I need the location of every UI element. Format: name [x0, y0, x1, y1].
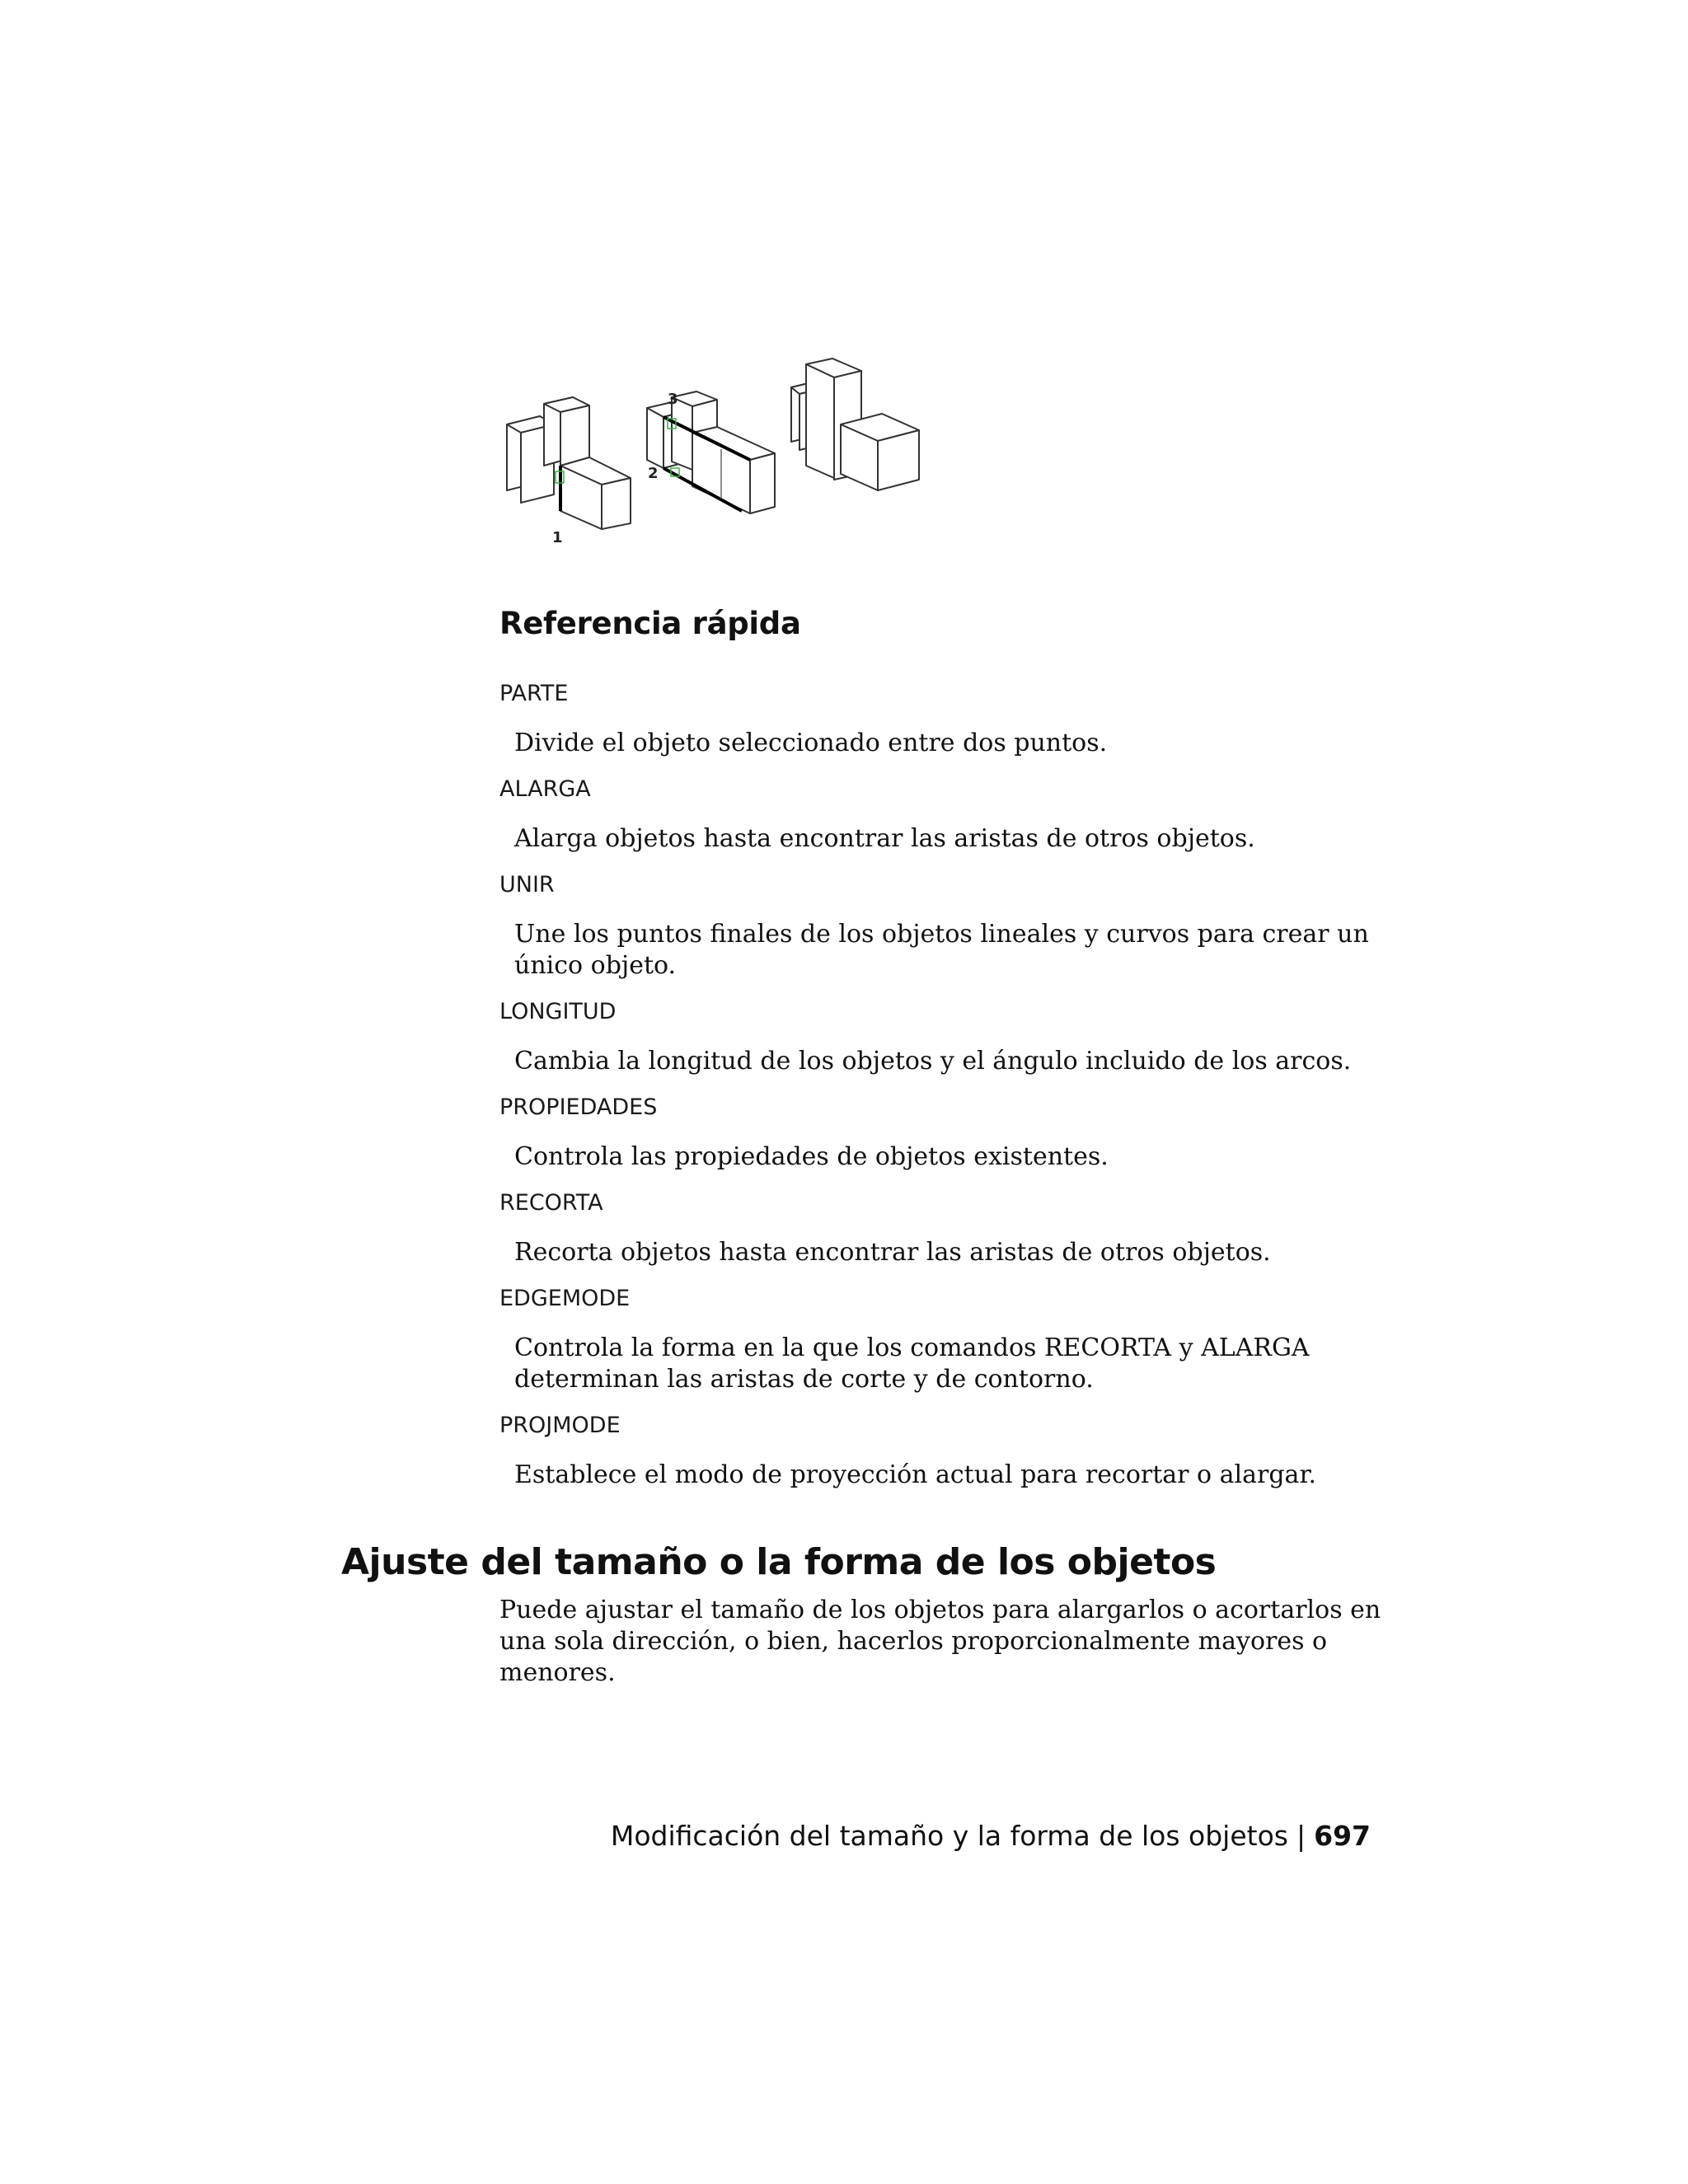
command-name: UNIR — [499, 872, 555, 898]
command-name: PARTE — [499, 681, 569, 706]
reference-entry — [499, 1092, 1390, 1173]
quick-reference-title: Referencia rápida — [499, 606, 801, 641]
command-description: Une los puntos finales de los objetos lineales y curvos para crear un único objeto. — [514, 920, 1369, 980]
command-description: Recorta objetos hasta encontrar las aristas de otros objetos. — [514, 1238, 1271, 1267]
reference-entry — [499, 996, 1390, 1077]
section-intro: Puede ajustar el tamaño de los objetos para alargarlos o acortarlos en una sola dirección, o bien, hacerlos proporcionalmente mayores o menores. — [499, 1596, 1381, 1687]
quick-reference-list — [499, 678, 1390, 1491]
command-description: Cambia la longitud de los objetos y el ángulo incluido de los arcos. — [514, 1047, 1352, 1076]
command-name: RECORTA — [499, 1190, 603, 1216]
command-name: ALARGA — [499, 776, 591, 802]
quick-reference-section — [499, 606, 1390, 1506]
isometric-blocks-illustration — [495, 346, 940, 552]
command-name: PROPIEDADES — [499, 1094, 658, 1120]
footer-chapter-title: Modificación del tamaño y la forma de los objetos — [610, 1820, 1288, 1852]
reference-entry — [499, 869, 1390, 982]
block-group-2 — [647, 391, 775, 513]
callout-1: 1 — [552, 529, 563, 546]
command-description: Establece el modo de proyección actual para recortar o alargar. — [514, 1460, 1317, 1489]
page-number: 697 — [1314, 1820, 1371, 1852]
trim-extend-figure — [495, 346, 940, 552]
reference-entry — [499, 774, 1390, 855]
block-group-1 — [507, 397, 631, 546]
command-name: PROJMODE — [499, 1413, 621, 1438]
callout-3: 3 — [668, 391, 678, 408]
command-name: LONGITUD — [499, 999, 617, 1024]
reference-entry — [499, 1410, 1390, 1491]
reference-entry — [499, 678, 1390, 759]
section-heading: Ajuste del tamaño o la forma de los objetos — [341, 1541, 1217, 1583]
command-description: Controla la forma en la que los comandos RECORTA y ALARGA determinan las aristas de corte y de contorno. — [514, 1333, 1310, 1394]
block-group-3 — [791, 359, 919, 490]
reference-entry — [499, 1283, 1390, 1395]
command-name: EDGEMODE — [499, 1286, 631, 1311]
reference-entry — [499, 1188, 1390, 1268]
command-description: Divide el objeto seleccionado entre dos puntos. — [514, 729, 1108, 757]
footer-separator: | — [1296, 1820, 1306, 1852]
page-footer — [611, 1820, 1371, 1852]
callout-2: 2 — [648, 465, 659, 482]
command-description: Controla las propiedades de objetos existentes. — [514, 1142, 1109, 1171]
command-description: Alarga objetos hasta encontrar las aristas de otros objetos. — [514, 824, 1255, 853]
